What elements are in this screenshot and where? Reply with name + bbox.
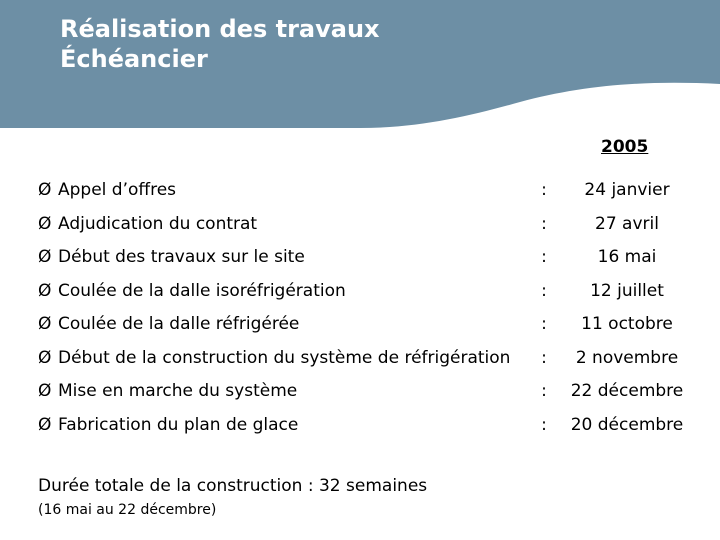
duration-range: (16 mai au 22 décembre) [38, 502, 217, 518]
milestone-row [38, 409, 698, 443]
milestone-row [38, 308, 698, 342]
milestone-schedule [38, 174, 698, 442]
title-line-1: Réalisation des travaux [60, 15, 380, 43]
arrow-bullet-icon: Ø [38, 280, 52, 301]
separator-colon: : [541, 247, 547, 267]
separator-colon: : [541, 381, 547, 401]
total-duration: Durée totale de la construction : 32 semaines [38, 476, 428, 496]
separator-colon: : [541, 314, 547, 334]
milestone-label: Début de la construction du système de réfrigération [58, 347, 511, 368]
separator-colon: : [541, 414, 547, 435]
title-line-2: Échéancier [60, 45, 208, 73]
milestone-date: 12 juillet [590, 280, 664, 301]
milestone-date: 27 avril [595, 213, 659, 234]
milestone-row [38, 174, 698, 208]
milestone-date: 11 octobre [581, 314, 673, 334]
arrow-bullet-icon: Ø [38, 180, 52, 200]
separator-colon: : [541, 347, 547, 368]
separator-colon: : [541, 180, 547, 200]
milestone-row [38, 275, 698, 309]
separator-colon: : [541, 280, 547, 301]
milestone-label: Début des travaux sur le site [58, 247, 305, 267]
milestone-row [38, 241, 698, 275]
arrow-bullet-icon: Ø [38, 247, 52, 267]
milestone-row [38, 375, 698, 409]
milestone-label: Coulée de la dalle réfrigérée [58, 314, 300, 334]
year-heading: 2005 [601, 137, 649, 157]
milestone-date: 22 décembre [570, 381, 684, 401]
arrow-bullet-icon: Ø [38, 314, 52, 334]
header-title [60, 14, 380, 74]
milestone-label: Appel d’offres [58, 180, 177, 200]
milestone-row [38, 342, 698, 376]
separator-colon: : [541, 213, 547, 234]
milestone-date: 20 décembre [570, 414, 684, 435]
milestone-label: Mise en marche du système [58, 381, 298, 401]
milestone-row [38, 208, 698, 242]
arrow-bullet-icon: Ø [38, 414, 52, 435]
arrow-bullet-icon: Ø [38, 213, 52, 234]
milestone-label: Adjudication du contrat [58, 213, 258, 234]
arrow-bullet-icon: Ø [38, 381, 52, 401]
milestone-date: 2 novembre [575, 347, 679, 368]
milestone-date: 24 janvier [584, 180, 670, 200]
milestone-label: Coulée de la dalle isoréfrigération [58, 280, 346, 301]
arrow-bullet-icon: Ø [38, 347, 52, 368]
milestone-label: Fabrication du plan de glace [58, 414, 299, 435]
milestone-date: 16 mai [597, 247, 657, 267]
